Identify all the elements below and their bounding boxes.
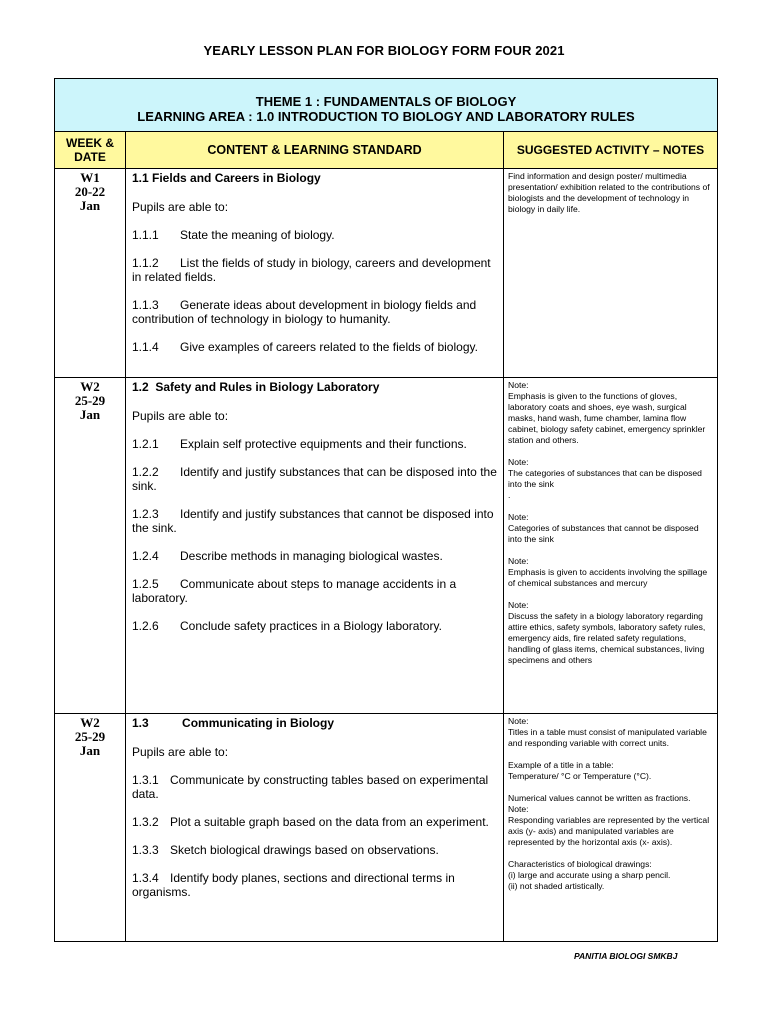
standard-number: 1.1.1 [132, 228, 159, 242]
topic-heading: 1.3 Communicating in Biology [132, 716, 335, 730]
standard-text: Identify and justify substances that cannot be disposed into the sink. [132, 507, 494, 535]
theme-title: THEME 1 : FUNDAMENTALS OF BIOLOGY [255, 94, 517, 109]
header-week-date: WEEK & DATE [55, 132, 126, 169]
standard-text: Generate ideas about development in biology fields and contribution of technology in biology to humanity. [132, 298, 477, 326]
theme-row [55, 79, 718, 132]
topic-heading: 1.1 Fields and Careers in Biology [132, 171, 321, 185]
week-dates: 25-29 [74, 729, 106, 744]
learning-standard [132, 340, 497, 354]
week-week: W2 [80, 379, 100, 394]
pupils-intro: Pupils are able to: [132, 745, 229, 759]
standard-text: Identify body planes, sections and directional terms in organisms. [132, 871, 455, 899]
table-row [55, 169, 718, 378]
standard-text: Plot a suitable graph based on the data from an experiment. [170, 815, 489, 829]
lesson-plan-table [54, 78, 718, 942]
standard-number: 1.1.2 [132, 256, 159, 270]
suggested-activity-cell [504, 378, 718, 714]
standard-text: Conclude safety practices in a Biology laboratory. [180, 619, 442, 633]
learning-standard [132, 298, 497, 326]
standard-number: 1.2.2 [132, 465, 159, 479]
activity-note: Numerical values cannot be written as fractions. Note: Responding variables are represented by the vertical axis (y- axis) and manipulated variables are represented by the horizontal axis (x- axis). [508, 793, 710, 847]
standard-text: Identify and justify substances that can be disposed into the sink. [132, 465, 497, 493]
activity-note: Find information and design poster/ multimedia presentation/ exhibition related to the contributions of biologists and the development of technology in biology in daily life. [508, 171, 710, 214]
standard-number: 1.2.4 [132, 549, 159, 563]
standard-number: 1.1.4 [132, 340, 159, 354]
header-suggested-activity: SUGGESTED ACTIVITY – NOTES [504, 132, 718, 169]
learning-standard [132, 256, 497, 284]
week-month: Jan [79, 407, 101, 422]
learning-standard [132, 228, 497, 242]
standard-number: 1.2.5 [132, 577, 159, 591]
standard-text: Describe methods in managing biological wastes. [180, 549, 443, 563]
content-standard-cell [126, 169, 504, 378]
table-row [55, 378, 718, 714]
footer-panel-name: PANITIA BIOLOGI SMKBJ [574, 951, 678, 961]
activity-note: Note: Discuss the safety in a biology laboratory regarding attire ethics, safety symbols, laboratory safety rules, emergency aids, fire related safety regulations, handling of glass items, chemical substances, living specimens and others [508, 600, 706, 665]
learning-standard [132, 577, 497, 605]
standard-number: 1.3.2 [132, 815, 159, 829]
pupils-intro: Pupils are able to: [132, 409, 229, 423]
standard-text: State the meaning of biology. [180, 228, 335, 242]
week-date-cell [55, 714, 126, 942]
week-date-cell [55, 169, 126, 378]
suggested-activity-cell [504, 714, 718, 942]
week-dates: 20-22 [74, 184, 106, 199]
standard-number: 1.3.4 [132, 871, 159, 885]
activity-note: Note: Emphasis is given to the functions of gloves, laboratory coats and shoes, eye wash, surgical masks, hand wash, fume chamber, lamina flow cabinet, biology safety cabinet, emergency sprinkler station and others. [508, 380, 706, 445]
standard-number: 1.2.6 [132, 619, 159, 633]
standard-text: Sketch biological drawings based on observations. [170, 843, 439, 857]
week-month: Jan [79, 743, 101, 758]
learning-standard [132, 437, 497, 451]
standard-text: Communicate by constructing tables based on experimental data. [132, 773, 489, 801]
content-standard-cell [126, 714, 504, 942]
standard-text: Give examples of careers related to the fields of biology. [180, 340, 478, 354]
standard-text: Communicate about steps to manage accidents in a laboratory. [132, 577, 457, 605]
learning-standard [132, 465, 497, 493]
content-standard-cell [126, 378, 504, 714]
activity-note: Example of a title in a table: Temperature/ °C or Temperature (°C). [508, 760, 652, 781]
week-dates: 25-29 [74, 393, 106, 408]
activity-note: Note: Emphasis is given to accidents involving the spillage of chemical substances and mercury [508, 556, 708, 588]
standard-number: 1.2.1 [132, 437, 159, 451]
standard-number: 1.2.3 [132, 507, 159, 521]
activity-note: Characteristics of biological drawings: (i) large and accurate using a sharp pencil. (ii) not shaded artistically. [508, 859, 671, 891]
learning-standard [132, 843, 497, 857]
header-content-standard: CONTENT & LEARNING STANDARD [126, 132, 504, 169]
standard-text: Explain self protective equipments and their functions. [180, 437, 467, 451]
week-date-cell [55, 378, 126, 714]
topic-heading: 1.2 Safety and Rules in Biology Laboratory [132, 380, 380, 394]
standard-text: List the fields of study in biology, careers and development in related fields. [132, 256, 491, 284]
learning-standard [132, 871, 497, 899]
standard-number: 1.3.3 [132, 843, 159, 857]
learning-standard [132, 619, 497, 633]
learning-standard [132, 773, 497, 801]
activity-note: Note: Titles in a table must consist of manipulated variable and responding variable with correct units. [508, 716, 707, 748]
pupils-intro: Pupils are able to: [132, 200, 229, 214]
learning-standard [132, 507, 497, 535]
week-month: Jan [79, 198, 101, 213]
week-week: W2 [80, 715, 100, 730]
theme-cell [55, 79, 718, 132]
suggested-activity-cell [504, 169, 718, 378]
activity-note: Note: Categories of substances that cannot be disposed into the sink [508, 512, 699, 544]
learning-area-title: LEARNING AREA : 1.0 INTRODUCTION TO BIOLOGY AND LABORATORY RULES [137, 109, 635, 124]
week-week: W1 [80, 170, 100, 185]
table-row [55, 714, 718, 942]
activity-note: Note: The categories of substances that can be disposed into the sink . [508, 457, 702, 500]
standard-number: 1.3.1 [132, 773, 159, 787]
learning-standard [132, 815, 497, 829]
learning-standard [132, 549, 497, 563]
standard-number: 1.1.3 [132, 298, 159, 312]
document-title: YEARLY LESSON PLAN FOR BIOLOGY FORM FOUR 2021 [203, 43, 565, 58]
header-row [55, 132, 718, 169]
